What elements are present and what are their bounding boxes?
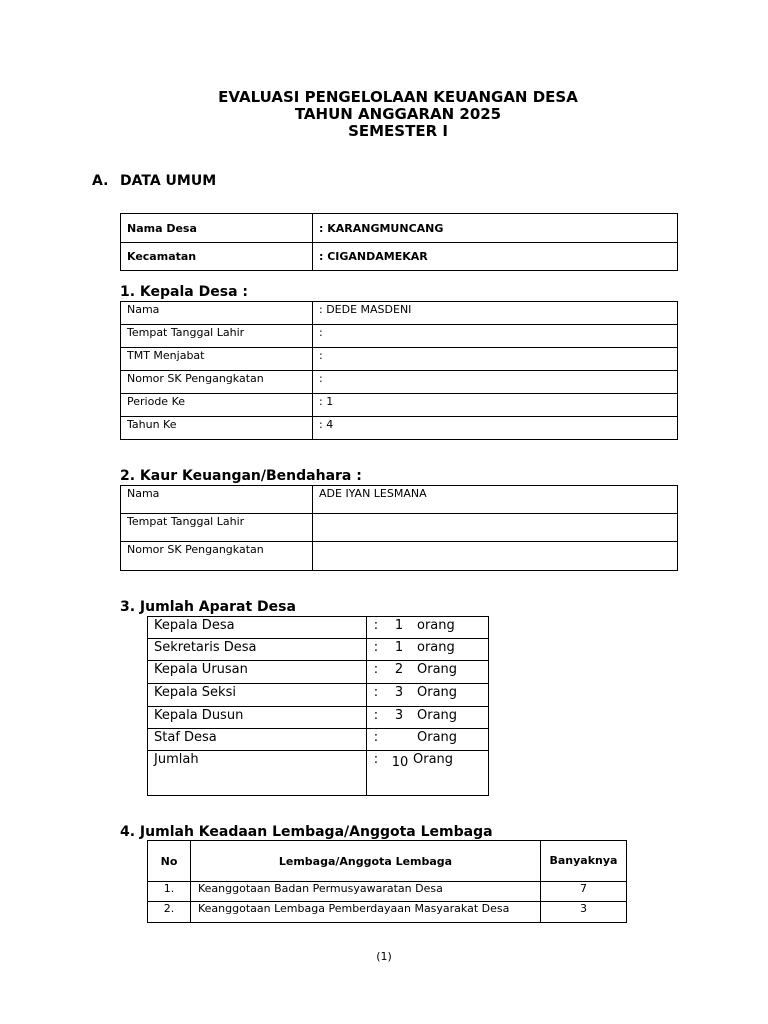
- table-row: [121, 243, 678, 271]
- table-row: [121, 325, 678, 348]
- kaur-keuangan-table: [120, 485, 678, 571]
- count-value: [385, 730, 413, 745]
- row-no: 1.: [148, 882, 191, 902]
- row-name: Keanggotaan Badan Permusyawaratan Desa: [191, 882, 541, 902]
- unit-label: Orang: [417, 730, 458, 745]
- row-label: Tempat Tanggal Lahir: [121, 514, 313, 542]
- table-row: [148, 639, 489, 661]
- unit-label: orang: [417, 640, 455, 655]
- table-row: [121, 394, 678, 417]
- table-row: [148, 617, 489, 639]
- unit-label: Orang: [417, 685, 458, 700]
- document-title-line3: SEMESTER I: [348, 122, 448, 140]
- lembaga-table: [147, 840, 627, 923]
- row-label: Nomor SK Pengangkatan: [121, 542, 313, 571]
- row-label: Kepala Urusan: [148, 661, 367, 684]
- table-row: [148, 882, 627, 902]
- kepala-desa-table: [120, 301, 678, 440]
- page-number: (1): [376, 950, 392, 963]
- header-no: No: [148, 841, 191, 882]
- row-name: Keanggotaan Lembaga Pemberdayaan Masyarakat Desa: [191, 902, 541, 923]
- nama-desa-value: : KARANGMUNCANG: [313, 214, 678, 243]
- row-value: :: [313, 348, 678, 371]
- nama-desa-label: Nama Desa: [121, 214, 313, 243]
- row-label: Tempat Tanggal Lahir: [121, 325, 313, 348]
- section-a-title: DATA UMUM: [120, 173, 217, 189]
- colon: :: [373, 708, 379, 723]
- table-row: [148, 751, 489, 796]
- table-row: [121, 348, 678, 371]
- aparat-desa-heading: 3. Jumlah Aparat Desa: [120, 599, 296, 615]
- table-row: [121, 371, 678, 394]
- count-value: 1: [394, 618, 404, 633]
- unit-label: Orang: [417, 662, 458, 677]
- kepala-desa-heading: 1. Kepala Desa :: [120, 284, 248, 300]
- colon: :: [373, 730, 379, 745]
- colon: :: [373, 752, 379, 767]
- header-count: Banyaknya: [541, 841, 627, 882]
- row-label: Nama: [121, 486, 313, 514]
- row-value: : 1: [313, 394, 678, 417]
- lembaga-heading: 4. Jumlah Keadaan Lembaga/Anggota Lembaga: [120, 824, 493, 840]
- table-row: [148, 902, 627, 923]
- colon: :: [373, 685, 379, 700]
- table-row: [121, 542, 678, 571]
- row-value: :: [313, 325, 678, 348]
- row-label: Tahun Ke: [121, 417, 313, 440]
- kaur-keuangan-heading: 2. Kaur Keuangan/Bendahara :: [120, 468, 362, 484]
- count-value: 2: [394, 662, 404, 677]
- row-label: Kepala Seksi: [148, 684, 367, 707]
- row-label: Staf Desa: [148, 729, 367, 751]
- colon: :: [373, 640, 379, 655]
- section-a-label: A.: [92, 173, 109, 189]
- count-value: 1: [394, 640, 404, 655]
- count-value: 3: [394, 708, 404, 723]
- table-row: [121, 302, 678, 325]
- document-title-line1: EVALUASI PENGELOLAAN KEUANGAN DESA: [218, 88, 578, 106]
- unit-label: Orang: [417, 708, 458, 723]
- unit-label: Orang: [413, 752, 454, 767]
- row-label: Nomor SK Pengangkatan: [121, 371, 313, 394]
- table-row: [148, 661, 489, 684]
- colon: :: [373, 618, 379, 633]
- row-no: 2.: [148, 902, 191, 923]
- row-value: : 4: [313, 417, 678, 440]
- row-label: Nama: [121, 302, 313, 325]
- row-value: ADE IYAN LESMANA: [313, 486, 678, 514]
- header-name: Lembaga/Anggota Lembaga: [191, 841, 541, 882]
- count-value: 10: [391, 755, 409, 770]
- table-row: [121, 417, 678, 440]
- table-header-row: [148, 841, 627, 882]
- row-value: :: [313, 371, 678, 394]
- row-label: Kepala Dusun: [148, 707, 367, 729]
- row-count: 7: [541, 882, 627, 902]
- row-value: [313, 514, 678, 542]
- kecamatan-label: Kecamatan: [121, 243, 313, 271]
- document-title-line2: TAHUN ANGGARAN 2025: [294, 105, 502, 123]
- row-value: [313, 542, 678, 571]
- count-value: 3: [394, 685, 404, 700]
- row-label: Jumlah: [148, 751, 367, 796]
- row-value: : DEDE MASDENI: [313, 302, 678, 325]
- aparat-desa-table: [147, 616, 489, 796]
- row-label: Kepala Desa: [148, 617, 367, 639]
- row-label: Sekretaris Desa: [148, 639, 367, 661]
- unit-label: orang: [417, 618, 455, 633]
- table-row: [121, 486, 678, 514]
- table-row: [121, 214, 678, 243]
- row-label: TMT Menjabat: [121, 348, 313, 371]
- row-label: Periode Ke: [121, 394, 313, 417]
- table-row: [148, 684, 489, 707]
- colon: :: [373, 662, 379, 677]
- desa-info-table: [120, 213, 678, 271]
- table-row: [148, 707, 489, 729]
- table-row: [148, 729, 489, 751]
- table-row: [121, 514, 678, 542]
- kecamatan-value: : CIGANDAMEKAR: [313, 243, 678, 271]
- row-count: 3: [541, 902, 627, 923]
